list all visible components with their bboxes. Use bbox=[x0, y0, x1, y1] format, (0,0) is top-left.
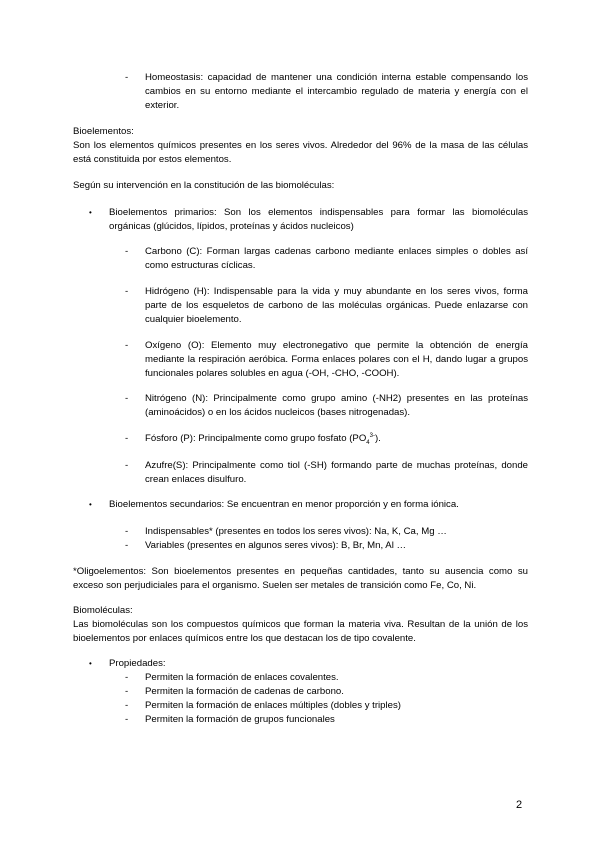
propiedad-item bbox=[125, 685, 528, 699]
bioelementos-section bbox=[73, 125, 528, 166]
bullet-marker: • bbox=[89, 208, 92, 217]
dash-marker: - bbox=[125, 72, 129, 83]
homeostasis-item bbox=[125, 71, 528, 112]
indispensables-item bbox=[125, 525, 528, 539]
dash-marker: - bbox=[125, 672, 129, 683]
dash-marker: - bbox=[125, 526, 129, 537]
propiedad-text: Permiten la formación de enlaces múltiples (dobles y triples) bbox=[145, 700, 401, 711]
oxigeno-text: Oxígeno (O): Elemento muy electronegativo que permite la obtención de energía mediante la respiración aeróbica. Forma enlaces polares con el H, dando lugar a grupos funcionales polares solubles en agua (-OH, -CHO, -COOH). bbox=[145, 340, 528, 379]
carbono-text: Carbono (C): Forman largas cadenas carbono mediante enlaces simples o dobles así como estructuras cíclicas. bbox=[145, 246, 528, 271]
propiedades-item bbox=[89, 657, 528, 671]
segun-intervencion bbox=[73, 179, 528, 193]
fosforo-item bbox=[125, 432, 528, 446]
propiedad-text: Permiten la formación de enlaces covalentes. bbox=[145, 672, 339, 683]
propiedad-text: Permiten la formación de cadenas de carbono. bbox=[145, 686, 344, 697]
bioelementos-intro: Son los elementos químicos presentes en los seres vivos. Alrededor del 96% de la masa de las células está constituida por estos elementos. bbox=[73, 139, 528, 165]
nitrogeno-item bbox=[125, 392, 528, 420]
biomoleculas-intro: Las biomoléculas son los compuestos químicos que forman la materia viva. Resultan de la unión de los bioelementos por enlaces químicos entre los que destacan los de tipo covalente. bbox=[73, 618, 528, 644]
oligo-text: *Oligoelementos: Son bioelementos presentes en pequeñas cantidades, tanto su ausencia como su exceso son perjudiciales para el organismo. Suelen ser metales de transición como Fe, Co, Ni. bbox=[73, 566, 528, 591]
propiedad-text: Permiten la formación de grupos funcionales bbox=[145, 714, 335, 725]
dash-marker: - bbox=[125, 540, 129, 551]
dash-marker: - bbox=[125, 340, 129, 351]
fosforo-text: Fósforo (P): Principalmente como grupo fosfato $(PO_4^{3-})$. bbox=[145, 432, 381, 446]
dash-marker: - bbox=[125, 714, 129, 725]
biomoleculas-section bbox=[73, 604, 528, 645]
primarios-item bbox=[89, 206, 528, 234]
bioelementos-heading: Bioelementos: bbox=[73, 126, 134, 137]
homeostasis-label: Homeostasis: bbox=[145, 72, 204, 83]
primarios-text: Bioelementos primarios: Son los elementos indispensables para formar las biomoléculas orgánicas (glúcidos, lípidos, proteínas y ácidos nucleicos) bbox=[109, 207, 528, 232]
propiedad-item bbox=[125, 671, 528, 685]
hidrogeno-item bbox=[125, 285, 528, 326]
dash-marker: - bbox=[125, 686, 129, 697]
secundarios-text: Bioelementos secundarios: Se encuentran en menor proporción y en forma iónica. bbox=[109, 499, 459, 510]
nitrogeno-text: Nitrógeno (N): Principalmente como grupo amino (-NH2) presentes en las proteínas (aminoácidos) o en los ácidos nucleicos (bases nitrogenadas). bbox=[145, 393, 528, 418]
carbono-item bbox=[125, 245, 528, 273]
homeostasis-text: capacidad de mantener una condición interna estable compensando los cambios en su entorno mediante el intercambio regulado de materia y energía con el exterior. bbox=[145, 72, 528, 111]
indispensables-text: Indispensables* (presentes en todos los seres vivos): Na, K, Ca, Mg … bbox=[145, 526, 447, 537]
variables-item bbox=[125, 539, 528, 553]
dash-marker: - bbox=[125, 700, 129, 711]
oxigeno-item bbox=[125, 339, 528, 380]
oligoelementos-note bbox=[73, 565, 528, 593]
azufre-item bbox=[125, 459, 528, 487]
propiedades-label: Propiedades: bbox=[109, 658, 166, 669]
dash-marker: - bbox=[125, 433, 129, 444]
segun-text: Según su intervención en la constitución de las biomoléculas: bbox=[73, 180, 335, 191]
bullet-marker: • bbox=[89, 659, 92, 668]
dash-marker: - bbox=[125, 286, 129, 297]
biomoleculas-heading: Biomoléculas: bbox=[73, 605, 133, 616]
page-number: 2 bbox=[516, 799, 523, 811]
dash-marker: - bbox=[125, 393, 129, 404]
secundarios-item bbox=[89, 498, 528, 512]
propiedad-item bbox=[125, 713, 528, 727]
azufre-text: Azufre(S): Principalmente como tiol (-SH) formando parte de muchas proteínas, donde crean enlaces disulfuro. bbox=[145, 460, 528, 485]
propiedad-item bbox=[125, 699, 528, 713]
variables-text: Variables (presentes en algunos seres vivos): B, Br, Mn, Al … bbox=[145, 540, 407, 551]
bullet-marker: • bbox=[89, 500, 92, 509]
hidrogeno-text: Hidrógeno (H): Indispensable para la vida y muy abundante en los seres vivos, forma parte de los esqueletos de carbono de las moléculas orgánicas. Puede enlazarse con cualquier bioelemento. bbox=[145, 286, 528, 325]
dash-marker: - bbox=[125, 460, 129, 471]
dash-marker: - bbox=[125, 246, 129, 257]
